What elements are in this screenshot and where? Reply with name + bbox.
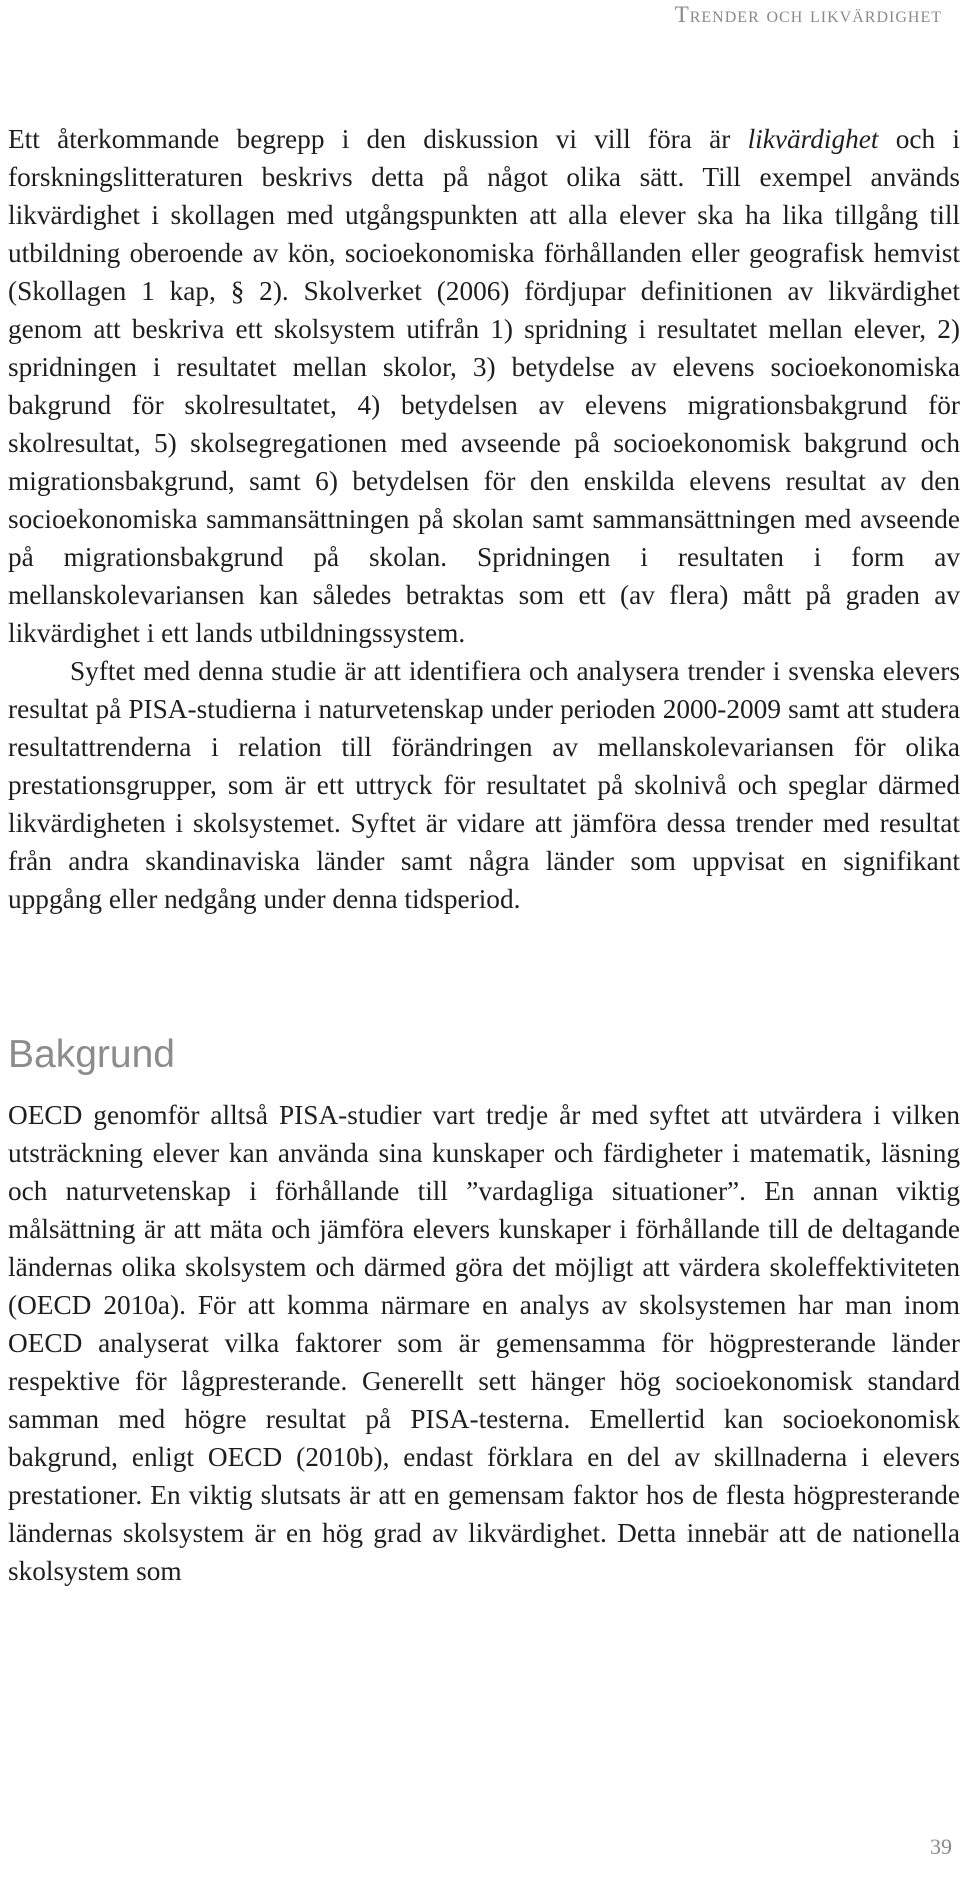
paragraph-1-rest: och i forskningslitteraturen beskrivs detta på något olika sätt. Till exempel används likvärdighet i skollagen med utgångspunkten att alla elever ska ha lika tillgång till utbildning oberoende av kön, socioekonomiska förhållanden eller geografisk hemvist (Skollagen 1 kap, § 2). Skolverket (2006) fördjupar definitionen av likvärdighet genom att beskriva ett skolsystem utifrån 1) spridning i resultatet mellan elever, 2) spridningen i resultatet mellan skolor, 3) betydelse av elevens socioekonomiska bakgrund för skolresultatet, 4) betydelsen av elevens migrationsbakgrund för skolresultat, 5) skolsegregationen med avseende på socioekonomisk bakgrund och migrationsbakgrund, samt 6) betydelsen för den enskilda elevens resultat av den socioekonomiska sammansättningen på skolan samt sammansättningen med avseende på migrationsbakgrund på skolan. Spridningen i resultaten i form av mellanskolevariansen kan således betraktas som ett (av flera) mått på graden av likvärdighet i ett lands utbildningssystem. [8, 124, 960, 648]
body-text [8, 120, 960, 1590]
paragraph-1 [8, 120, 960, 652]
paragraph-3: OECD genomför alltså PISA-studier vart tredje år med syftet att utvärdera i vilken utsträckning elever kan använda sina kunskaper och färdigheter i matematik, läsning och naturvetenskap i förhållande till ”vardagliga situationer”. En annan viktig målsättning är att mäta och jämföra elevers kunskaper i förhållande till de deltagande ländernas olika skolsystem och därmed göra det möjligt att värdera skoleffektiviteten (OECD 2010a). För att komma närmare en analys av skolsystemen har man inom OECD analyserat vilka faktorer som är gemensamma för högpresterande länder respektive för lågpresterande. Generellt sett hänger hög socioekonomisk standard samman med högre resultat på PISA-testerna. Emellertid kan socioekonomisk bakgrund, enligt OECD (2010b), endast förklara en del av skillnaderna i elevers prestationer. En viktig slutsats är att en gemensam faktor hos de flesta högpresterande ländernas skolsystem är en hög grad av likvärdighet. Detta innebär att de nationella skolsystem som [8, 1100, 960, 1586]
page-number: 39 [930, 1834, 952, 1859]
term-likvardighet: likvärdighet [747, 124, 879, 154]
section-heading: Bakgrund [8, 1033, 175, 1076]
running-header: Trender och likvärdighet [674, 2, 942, 27]
paragraph-1-start: Ett återkommande begrepp i den diskussion vi vill föra är [8, 124, 748, 154]
paragraph-2: Syftet med denna studie är att identifiera och analysera trender i svenska elevers resultat på PISA-studierna i naturvetenskap under perioden 2000-2009 samt att studera resultattrenderna i relation till förändringen av mellanskolevariansen för olika prestationsgrupper, som är ett uttryck för resultatet på skolnivå och speglar därmed likvärdigheten i skolsystemet. Syftet är vidare att jämföra dessa trender med resultat från andra skandinaviska länder samt några länder som uppvisat en signifikant uppgång eller nedgång under denna tidsperiod. [8, 656, 960, 914]
